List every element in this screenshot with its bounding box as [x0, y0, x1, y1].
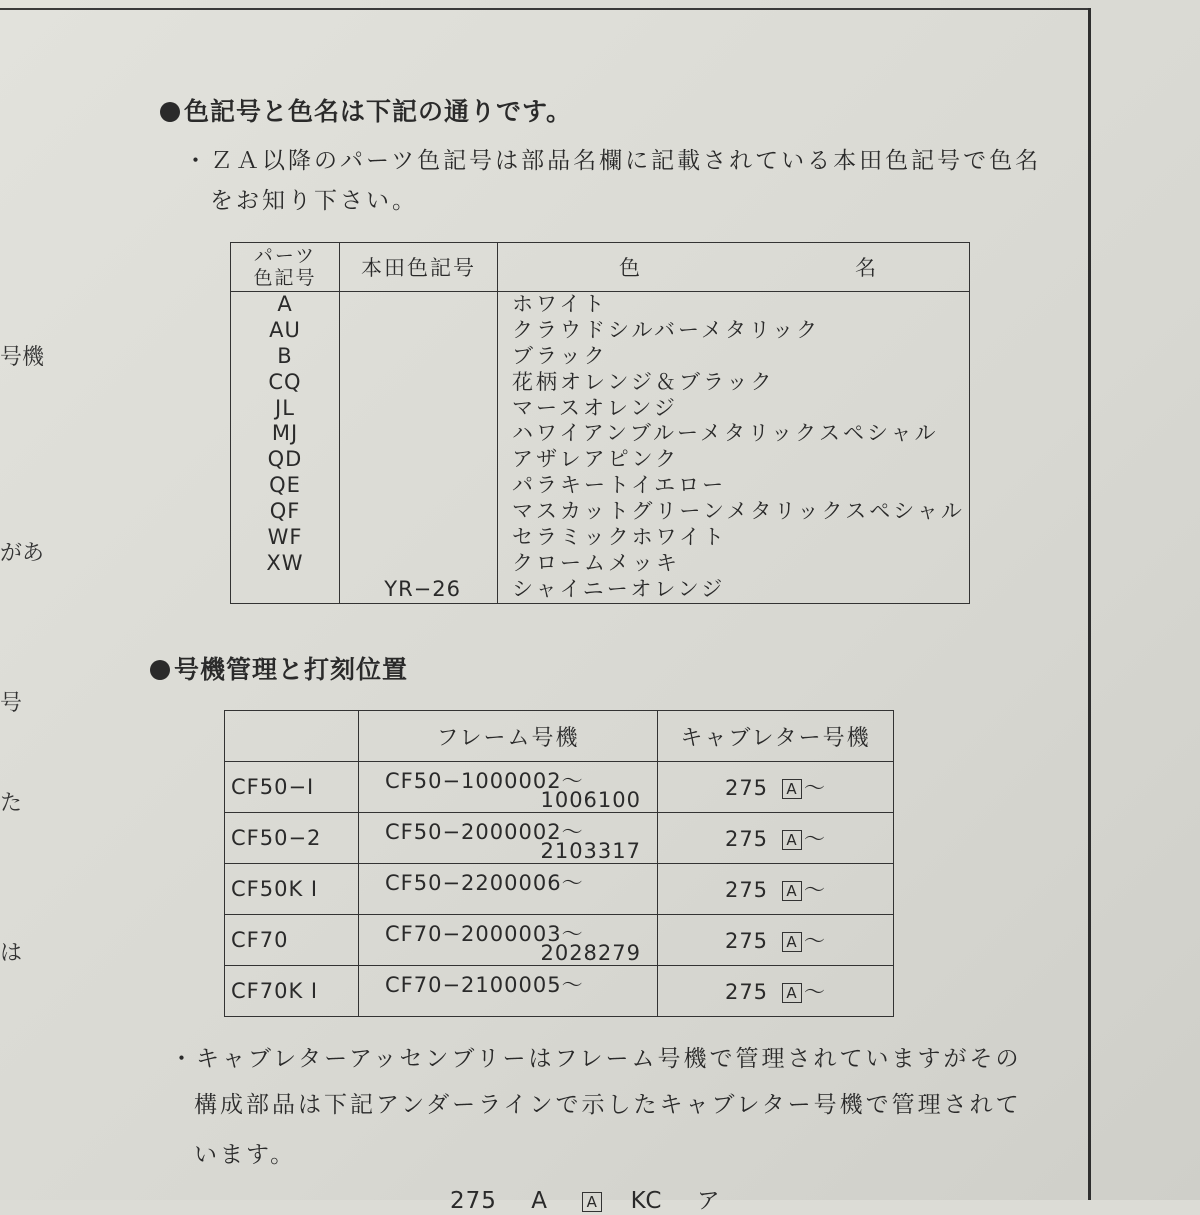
header-color-name: 色 名 — [498, 243, 970, 292]
honda-color-code — [340, 473, 497, 499]
parts-color-code: QF — [269, 499, 301, 524]
note-line: ・ＺＡ以降のパーツ色記号は部品名欄に記載されている本田色記号で色名 — [184, 148, 1042, 174]
boxed-letter: A — [782, 932, 802, 952]
range-mark: 〜 — [804, 776, 827, 800]
range-mark: 〜 — [804, 878, 827, 902]
table-row — [225, 864, 894, 915]
carburetor-number-cell — [658, 915, 894, 966]
frame-number-start: CF70−2100005〜 — [385, 973, 584, 997]
color-name: ブラック — [512, 343, 608, 368]
carburetor-number-cell — [658, 966, 894, 1017]
page-border-right — [1088, 8, 1091, 1200]
range-mark: 〜 — [804, 827, 827, 851]
footer-line: います。 — [194, 1142, 297, 1168]
frame-number-end: 1006100 — [540, 788, 641, 812]
honda-color-code — [340, 370, 497, 396]
model-cell: CF70 — [225, 915, 359, 966]
color-name: パラキートイエロー — [512, 473, 727, 498]
parts-color-code: WF — [267, 525, 303, 550]
honda-color-code — [340, 318, 497, 344]
range-mark: 〜 — [804, 980, 827, 1004]
section-heading-colors: 色記号と色名は下記の通りです。 — [160, 92, 572, 128]
frame-number-table — [224, 710, 894, 1017]
boxed-letter: A — [782, 881, 802, 901]
frame-number-cell — [359, 966, 658, 1017]
carburetor-number: 275 — [724, 776, 769, 800]
header-honda-color-code: 本田色記号 — [340, 243, 498, 292]
frame-number-start: CF50−2200006〜 — [385, 871, 584, 895]
parts-color-code: CQ — [268, 369, 302, 394]
partial-part-code: 275 A A KC ア — [450, 1188, 721, 1214]
model-cell: CF50−2 — [225, 813, 359, 864]
color-name: マスカットグリーンメタリックスペシャル — [512, 499, 965, 524]
honda-color-code — [340, 396, 497, 422]
color-name-column — [498, 292, 970, 604]
frame-number-start: CF70−2000003〜 — [385, 922, 584, 946]
carburetor-number: 275 — [724, 929, 769, 953]
color-name: ハワイアンブルーメタリックスペシャル — [512, 421, 939, 446]
table-row — [225, 915, 894, 966]
footer-line: ・キャブレターアッセンブリーはフレーム号機で管理されていますがその — [170, 1046, 1022, 1072]
frame-number-end: 2103317 — [540, 839, 641, 863]
color-code-table — [230, 242, 970, 604]
color-name: セラミックホワイト — [512, 525, 727, 550]
boxed-letter: A — [782, 779, 802, 799]
header-carburetor-number: キャブレター号機 — [658, 711, 894, 762]
model-cell: CF70K I — [225, 966, 359, 1017]
header-parts-color-code: パーツ 色記号 — [231, 243, 340, 292]
frame-number-start: CF50−2000002〜 — [385, 820, 584, 844]
color-name: 花柄オレンジ＆ブラック — [512, 369, 775, 394]
frame-number-cell — [359, 915, 658, 966]
honda-color-code: YR−26 — [384, 576, 461, 601]
boxed-letter: A — [582, 1192, 602, 1212]
color-name: アザレアピンク — [512, 447, 680, 472]
table-row — [225, 813, 894, 864]
frame-number-cell — [359, 762, 658, 813]
table-row — [225, 966, 894, 1017]
honda-code-column — [340, 292, 498, 604]
color-name: シャイニーオレンジ — [512, 576, 726, 601]
color-name: クロームメッキ — [512, 550, 680, 575]
section-heading-frame: 号機管理と打刻位置 — [150, 650, 408, 686]
frame-number-cell — [359, 864, 658, 915]
bullet-icon — [160, 102, 180, 122]
honda-color-code — [340, 421, 497, 447]
color-name: ホワイト — [512, 292, 608, 316]
parts-color-code: XW — [266, 550, 304, 575]
carburetor-number: 275 — [724, 878, 769, 902]
margin-fragment: は — [0, 941, 23, 966]
note-line: をお知り下さい。 — [210, 188, 418, 214]
carburetor-number-cell — [658, 813, 894, 864]
honda-color-code — [340, 551, 497, 577]
parts-color-code: AU — [269, 317, 301, 342]
frame-number-cell — [359, 813, 658, 864]
parts-color-code: QD — [267, 447, 303, 472]
honda-color-code — [340, 525, 497, 551]
honda-color-code — [340, 344, 497, 370]
boxed-letter: A — [782, 830, 802, 850]
bullet-icon — [150, 660, 170, 680]
parts-color-code: B — [277, 343, 293, 368]
header-frame-number: フレーム号機 — [359, 711, 658, 762]
margin-fragment: た — [0, 791, 23, 816]
footer-line: 構成部品は下記アンダーラインで示したキャブレター号機で管理されて — [194, 1092, 1022, 1118]
parts-color-code — [231, 577, 339, 603]
margin-fragment: 号 — [0, 691, 23, 716]
parts-code-column — [231, 292, 340, 604]
honda-color-code — [340, 499, 497, 525]
carburetor-number-cell — [658, 864, 894, 915]
parts-color-code: MJ — [271, 421, 299, 446]
table-row — [225, 762, 894, 813]
parts-color-code: A — [277, 292, 293, 316]
boxed-letter: A — [782, 983, 802, 1003]
frame-number-end: 2028279 — [540, 941, 641, 965]
model-cell: CF50K I — [225, 864, 359, 915]
honda-color-code — [340, 447, 497, 473]
range-mark: 〜 — [804, 929, 827, 953]
parts-color-code: JL — [275, 395, 295, 420]
color-name: マースオレンジ — [512, 395, 678, 420]
margin-fragment: があ — [0, 541, 45, 566]
parts-color-code: QE — [269, 473, 301, 498]
model-cell: CF50−I — [225, 762, 359, 813]
margin-fragment: 号機 — [0, 345, 45, 370]
carburetor-number: 275 — [724, 980, 769, 1004]
frame-number-start: CF50−1000002〜 — [385, 769, 584, 793]
honda-color-code — [340, 292, 497, 318]
carburetor-number-cell — [658, 762, 894, 813]
page-border-top — [0, 8, 1091, 10]
header-model — [225, 711, 359, 762]
carburetor-number: 275 — [724, 827, 769, 851]
color-name: クラウドシルバーメタリック — [512, 317, 821, 342]
